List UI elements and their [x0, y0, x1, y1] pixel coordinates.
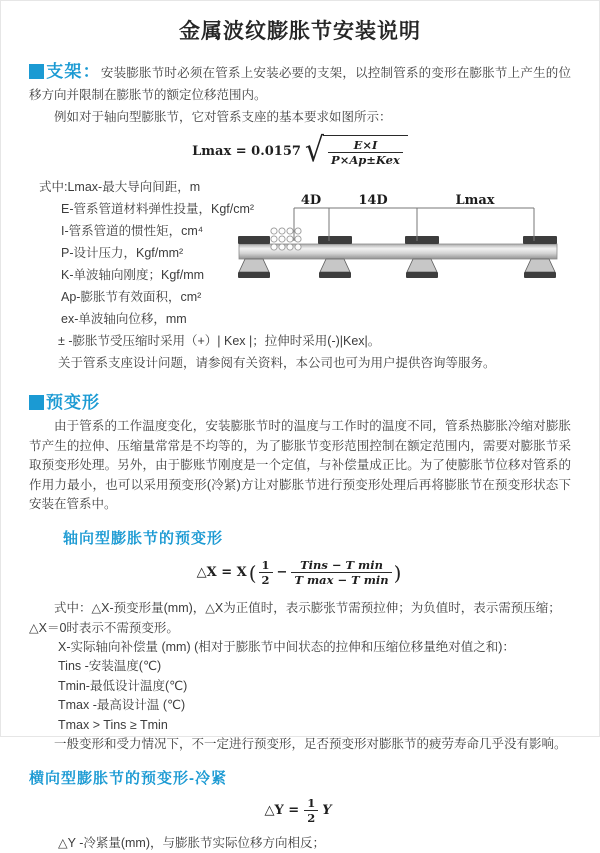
axial-subsection-heading: 轴向型膨胀节的预变形 [63, 527, 571, 548]
formula-dy-lhs: △Y = [265, 803, 300, 818]
section-marker-icon [29, 395, 44, 410]
formula-dy-denominator: 2 [304, 810, 318, 825]
formula-lmax-lhs: Lmax = 0.0157 [192, 144, 301, 159]
definition-line: ex-单波轴向位移，mm [61, 308, 571, 330]
dimension-label: Lmax [455, 193, 494, 208]
definition-line: I-管系管道的惯性矩，cm⁴ [61, 220, 571, 242]
formula-dx-numerator: Tins − T min [297, 558, 386, 572]
note-line: △Y -冷紧量(mm)，与膨胀节实际位移方向相反； [58, 834, 571, 853]
formula-delta-y [29, 788, 571, 834]
definition-line: P-设计压力，Kgf/mm² [61, 242, 571, 264]
support-intro-text: 安装膨胀节时必须在管系上安装必要的支架，以控制管系的变形在膨胀节上产生的位移方向并限制在膨胀节的额定位移范围内。 [29, 66, 571, 102]
half-numerator: 1 [259, 558, 273, 572]
page-title: 金属波纹膨胀节安装说明 [29, 19, 571, 45]
note-line: 关于管系支座设计问题，请参阅有关资料，本公司也可为用户提供咨询等服务。 [58, 352, 571, 374]
lateral-note [29, 834, 571, 853]
definition-line: Tmin-最低设计温度(℃) [58, 677, 571, 697]
dimension-label: 14D [358, 193, 387, 208]
pipe-support-diagram [237, 191, 599, 293]
sqrt-radical-icon: √ [305, 134, 324, 168]
open-paren: ( [249, 561, 257, 585]
predeform-section-heading: 预变形 [46, 393, 100, 412]
dimension-label: 4D [301, 193, 321, 208]
formula-lmax [29, 128, 571, 174]
close-paren: ) [394, 561, 402, 585]
definition-line: Tmax > Tins ≥ Tmin [58, 716, 571, 736]
definition-line: 式中:Lmax-最大导向间距，m [39, 176, 571, 198]
definition-line: X-实际轴向补偿量 (mm) (相对于膨胀节中间状态的拉伸和压缩位移量绝对值之和)： [58, 638, 571, 658]
axial-closing-text: 一般变形和受力情况下，不一定进行预变形，足否预变形对膨胀节的疲劳寿命几乎没有影响。 [29, 735, 571, 755]
formula-dx-denominator: T max − T min [291, 572, 391, 587]
lateral-subsection-heading: 横向型膨胀节的预变形-冷紧 [29, 767, 571, 788]
formula-dx-lhs: △X = X [197, 565, 247, 580]
definition-line: E-管系管道材料弹性投量，Kgf/cm² [61, 198, 571, 220]
predeform-section [29, 388, 571, 515]
half-denominator: 2 [259, 572, 273, 587]
formula-lmax-denominator: P×Ap±Kex [328, 152, 403, 167]
definition-line: Ap-膨胀节有效面积，cm² [61, 286, 571, 308]
formula-delta-x [29, 548, 571, 598]
support-section-heading: 支架： [46, 62, 101, 81]
definition-line: K-单波轴向刚度；Kgf/mm [61, 264, 571, 286]
support-example-text: 例如对于轴向型膨胀节，它对管系支座的基本要求如图所示： [29, 106, 571, 128]
formula-dy-rhs: Y [322, 803, 331, 818]
formula-dy-numerator: 1 [304, 796, 318, 810]
predeform-body-text: 由于管系的工作温度变化，安装膨胀节时的温度与工作时的温度不同，管系热膨胀冷缩对膨胀节产生的拉伸、压缩量常常是不均等的，为了膨胀节变形范围控制在额定范围内，需要对膨胀节采取预变形处理。另外，由于膨账节刚度是一个定值，与补偿量成正比。为了使膨胀节位移对管系的作用力最小，也可以采用预变形(冷紧)方让对膨胀节进行预变形处理后再将膨胀节在预变形状态下安装在管系中。 [29, 417, 571, 515]
section-marker-icon [29, 64, 44, 79]
definition-line: Tmax -最高设计温 (℃) [58, 696, 571, 716]
support-notes [29, 330, 571, 374]
note-line: ± -膨胀节受压缩时采用（+）| Kex |；拉伸时采用(-)|Kex|。 [58, 330, 571, 352]
support-section-intro [29, 61, 571, 106]
sqrt-body [323, 135, 408, 168]
formula-lmax-numerator: E×I [351, 138, 381, 152]
axial-explanation-text: 式中：△X-预变形量(mm)，△X为正值时，表示膨张节需预拉伸；为负值时，表示需预压缩；△X＝0时表示不需预变形。 [29, 598, 571, 638]
axial-definitions [29, 638, 571, 736]
definition-line: Tins -安装温度(℃) [58, 657, 571, 677]
minus-operator: − [277, 565, 288, 580]
